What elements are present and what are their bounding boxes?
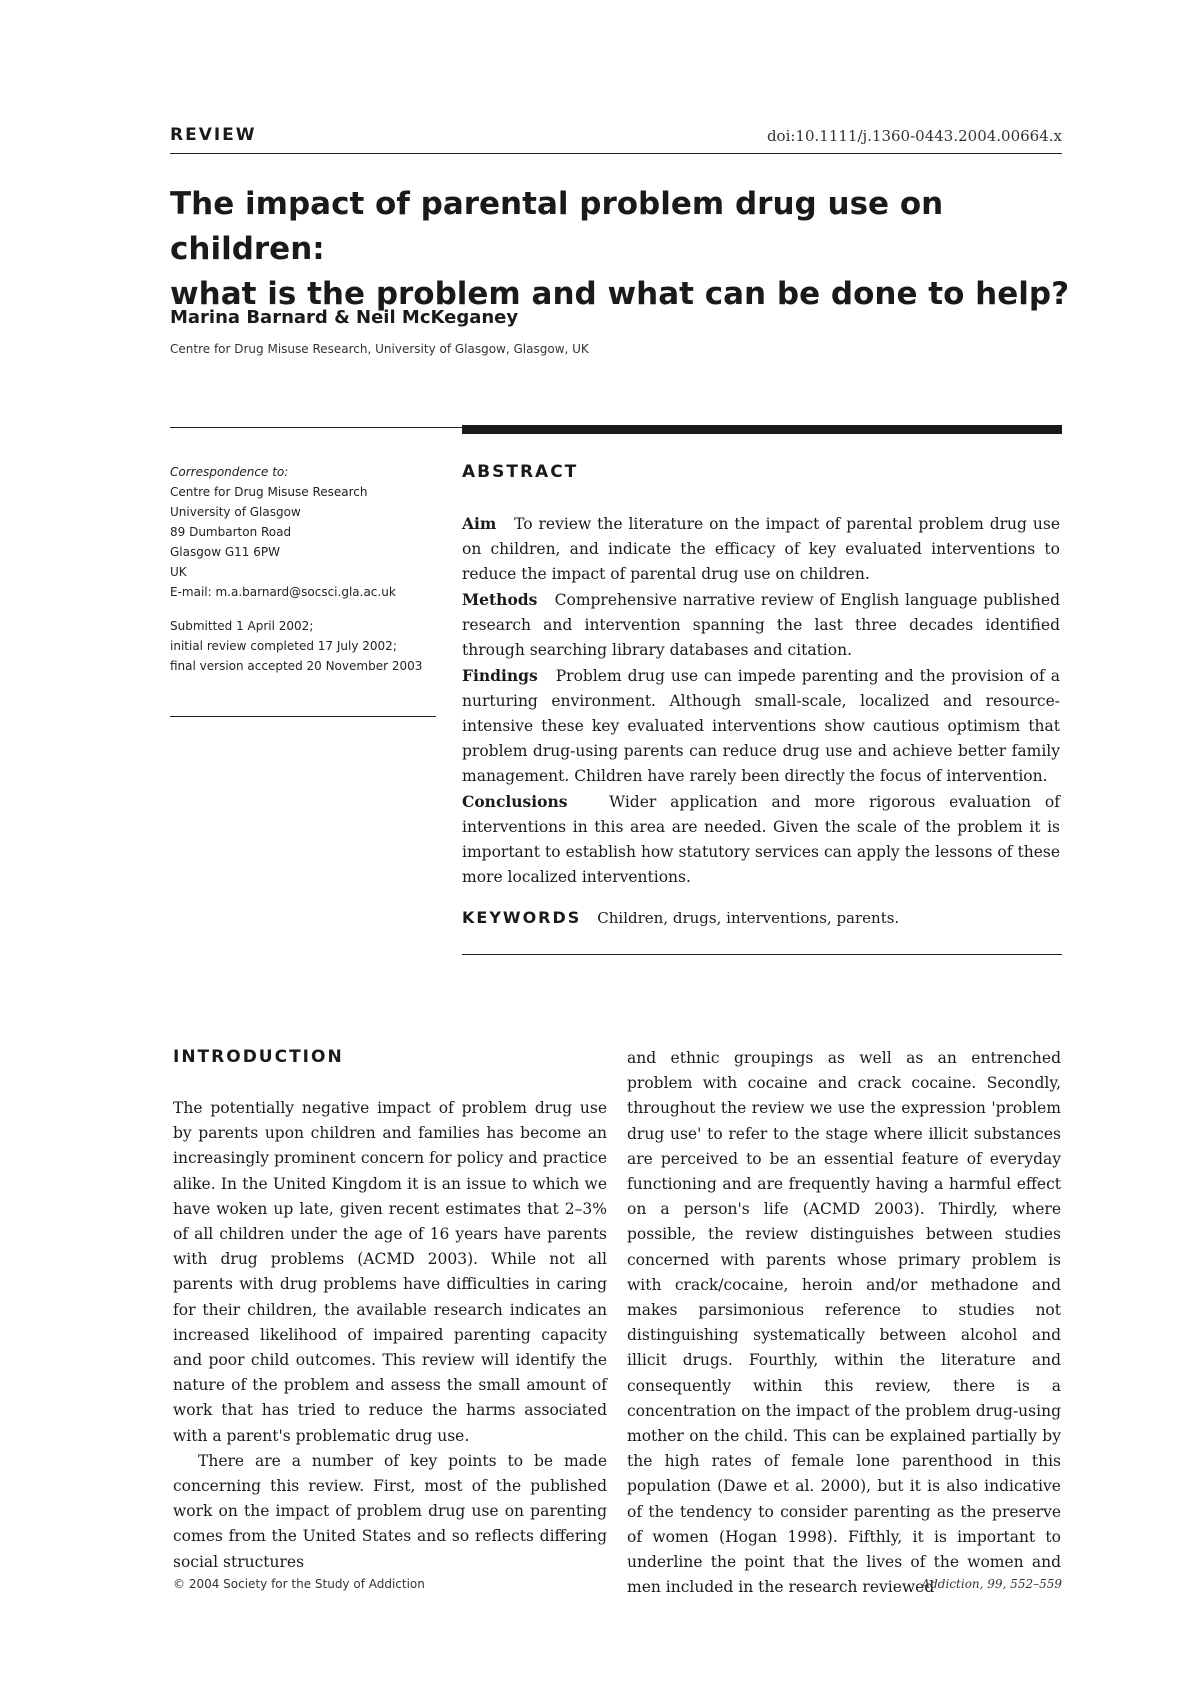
abstract-conclusions (462, 789, 1060, 890)
abstract-text: Wider application and more rigorous evaluation of interventions in this area are needed. Given the scale of the problem it is important to establish how statutory services can apply the lessons of these more localized interventions. (462, 793, 1060, 886)
correspondence-email: E-mail: m.a.barnard@socsci.gla.ac.uk (170, 585, 396, 599)
divider-left (170, 427, 462, 428)
abstract-divider (462, 954, 1062, 955)
abstract-findings (462, 663, 1060, 789)
correspondence-heading: Correspondence to: (170, 465, 289, 479)
header-rule (170, 153, 1062, 154)
abstract-label: Aim (462, 514, 497, 533)
journal-citation: Addiction, 99, 552–559 (921, 1577, 1062, 1591)
copyright-footer: © 2004 Society for the Study of Addiction (173, 1577, 425, 1591)
correspondence-line: University of Glasgow (170, 505, 301, 519)
abstract-label: Conclusions (462, 792, 568, 811)
body-paragraph: The potentially negative impact of problem drug use by parents upon children and families has become an increasingly prominent concern for policy and practice alike. In the United Kingdom it is an issue to which we have woken up late, given recent estimates that 2–3% of all children under the age of 16 years have parents with drug problems (ACMD 2003). While not all parents with drug problems have difficulties in caring for their children, the available research indicates an increased likelihood of impaired parenting capacity and poor child outcomes. This review will identify the nature of the problem and assess the small amount of work that has tried to reduce the harms associated with a parent's problematic drug use. (173, 1099, 607, 1445)
correspondence-line: 89 Dumbarton Road (170, 525, 292, 539)
abstract-text: To review the literature on the impact of parental problem drug use on children, and indicate the efficacy of key evaluated interventions to reduce the impact of parental drug use on children. (462, 515, 1060, 583)
abstract-text: Comprehensive narrative review of English language published research and intervention spanning the last three decades identified through searching library databases and citation. (462, 591, 1060, 659)
body-column-right (627, 1046, 1061, 1600)
abstract-methods (462, 587, 1060, 663)
submission-date: Submitted 1 April 2002; (170, 619, 314, 633)
keywords-label: KEYWORDS (462, 908, 582, 927)
abstract-body (462, 511, 1060, 890)
abstract-text: Problem drug use can impede parenting and the provision of a nurturing environment. Although small-scale, localized and resource-intensive these key evaluated interventions show cautious optimism that problem drug-using parents can reduce drug use and achieve better family management. Children have rarely been directly the focus of intervention. (462, 667, 1060, 785)
article-title (170, 182, 1070, 317)
abstract-heading: ABSTRACT (462, 462, 579, 482)
abstract-label: Findings (462, 666, 538, 685)
affiliation: Centre for Drug Misuse Research, University of Glasgow, Glasgow, UK (170, 342, 589, 356)
body-paragraph: There are a number of key points to be made concerning this review. First, most of the published work on the impact of problem drug use on parenting comes from the United States and so reflects differing social structures (173, 1451, 607, 1571)
keywords-row (462, 908, 899, 927)
body-paragraph: and ethnic groupings as well as an entrenched problem with cocaine and crack cocaine. Secondly, throughout the review we use the expression 'problem drug use' to refer to the stage where illicit substances are perceived to be an essential feature of everyday functioning and are frequently having a harmful effect on a person's life (ACMD 2003). Thirdly, where possible, the review distinguishes between studies concerned with parents whose primary problem is with crack/cocaine, heroin and/or methadone and makes parsimonious reference to studies not distinguishing systematically between alcohol and illicit drugs. Fourthly, within the literature and consequently within this review, there is a concentration on the impact of the problem drug-using mother on the child. This can be explained partially by the high rates of female lone parenthood in this population (Dawe et al. 2000), but it is also indicative of the tendency to consider parenting as the preserve of women (Hogan 1998). Fifthly, it is important to underline the point that the lives of the women and men included in the research reviewed (627, 1049, 1061, 1597)
divider-thick (462, 425, 1062, 434)
correspondence-line: Glasgow G11 6PW (170, 545, 280, 559)
correspondence-line: UK (170, 565, 187, 579)
accepted-date: final version accepted 20 November 2003 (170, 659, 423, 673)
body-column-left (173, 1096, 607, 1575)
correspondence-divider (170, 716, 436, 717)
abstract-aim (462, 511, 1060, 587)
title-line-2: what is the problem and what can be done to help? (170, 276, 1070, 312)
section-label: REVIEW (170, 125, 257, 145)
introduction-heading: INTRODUCTION (173, 1047, 344, 1067)
correspondence-block (170, 462, 440, 676)
authors: Marina Barnard & Neil McKeganey (170, 307, 519, 328)
review-date: initial review completed 17 July 2002; (170, 639, 397, 653)
correspondence-line: Centre for Drug Misuse Research (170, 485, 368, 499)
doi: doi:10.1111/j.1360-0443.2004.00664.x (766, 127, 1062, 145)
keywords-list: Children, drugs, interventions, parents. (597, 909, 900, 927)
abstract-label: Methods (462, 590, 538, 609)
title-line-1: The impact of parental problem drug use on children: (170, 186, 944, 267)
